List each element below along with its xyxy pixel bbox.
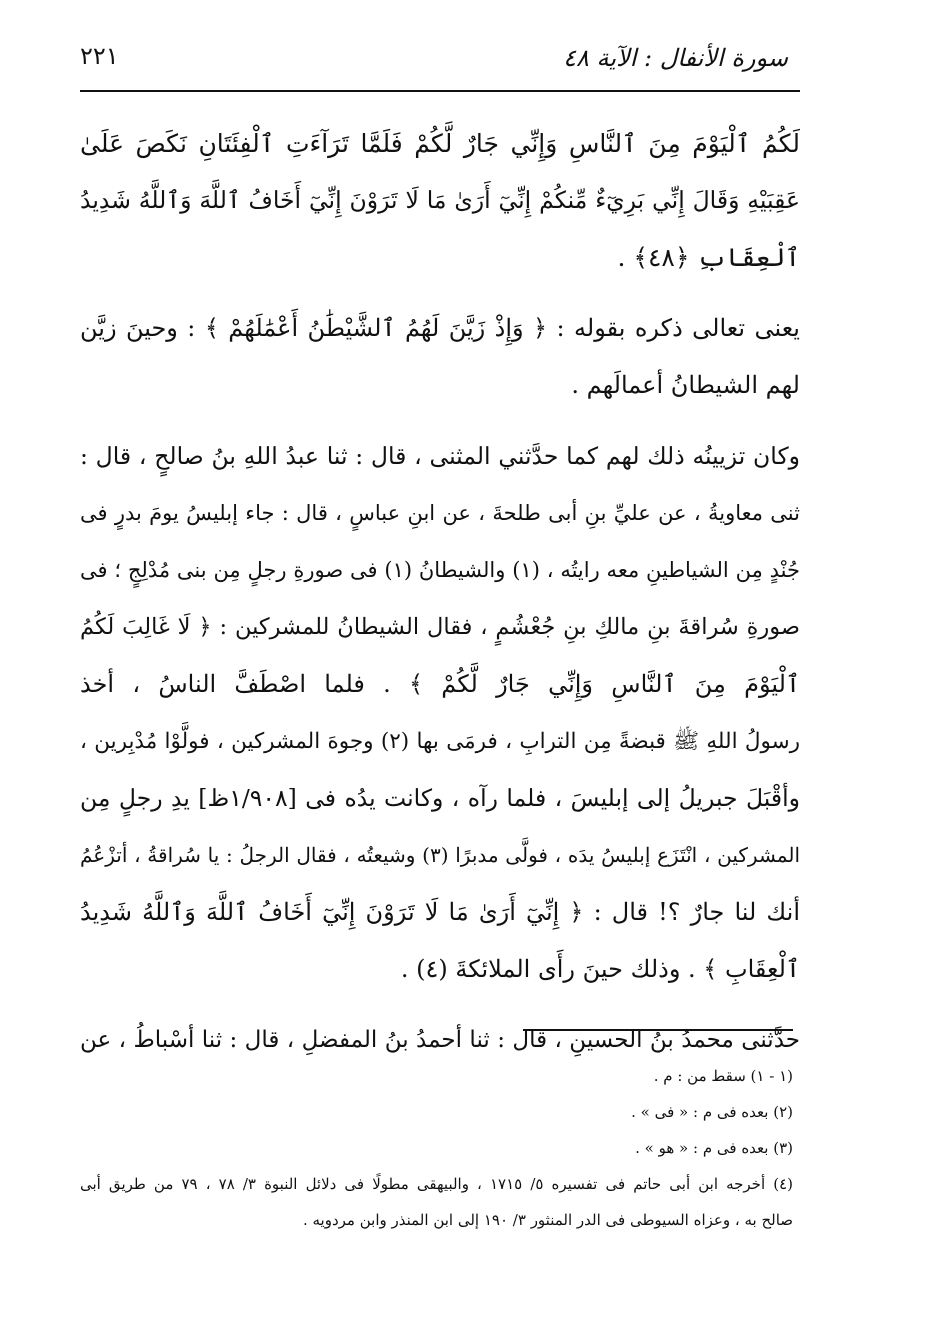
paragraph-gap — [80, 414, 800, 428]
paragraph-line: ٱلْيَوْمَ مِنَ ٱلنَّاسِ وَإِنِّي جَارٌ لَّكُمْ ﴾ . فلما اصْطَفَّ الناسُ ، أخذ — [80, 670, 800, 698]
paragraph-line: صورةِ سُراقةَ بنِ مالكِ بنِ جُعْشُمٍ ، فقال الشيطانُ للمشركين : ﴿ لَا غَالِبَ لَكُمُ — [80, 614, 800, 640]
page-header — [80, 36, 800, 86]
paragraph-line: حدَّثنى محمدُ بنُ الحسينِ ، قال : ثنا أحمدُ بنُ المفضلِ ، قال : ثنا أسْباطُ ، عن — [80, 1027, 800, 1053]
quran-verse-line: عَقِبَيْهِ وَقَالَ إِنِّي بَرِيٓءٌ مِّنكُمْ إِنِّيٓ أَرَىٰ مَا لَا تَرَوْنَ إِنِّيٓ أَخَافُ ٱللَّهَ وَٱللَّهُ شَدِيدُ — [80, 186, 800, 214]
paragraph-line: لهم الشيطانُ أعمالَهم . — [571, 371, 800, 399]
page-number: ٢٢١ — [80, 42, 119, 70]
paragraph-line: أنك لنا جارٌ ؟! قال : ﴿ إِنِّيٓ أَرَىٰ مَا لَا تَرَوْنَ إِنِّيٓ أَخَافُ ٱللَّهَ وَٱللَّهُ شَدِيدُ — [80, 898, 800, 926]
paragraph-line: رسولُ اللهِ ﷺ قبضةً مِن الترابِ ، فرمَى بها (٢) وجوهَ المشركين ، فولَّوْا مُدْبِرين ، — [80, 729, 800, 754]
paragraph-gap — [80, 286, 800, 300]
footnote: (٣) بعده فى م : « هو » . — [635, 1139, 793, 1157]
quran-verse-line: ٱلْعِقَابِ ﴿٤٨﴾ . — [617, 243, 800, 272]
paragraph-line: ثنى معاويةُ ، عن عليِّ بنِ أبى طلحةَ ، عن ابنِ عباسٍ ، قال : جاء إبليسُ يومَ بدرٍ فى — [80, 501, 800, 525]
footnote: (١ - ١) سقط من : م . — [653, 1067, 793, 1085]
paragraph-line: جُنْدٍ مِن الشياطينِ معه رايتُه ، (١) والشيطانُ (١) فى صورةِ رجلٍ مِن بنى مُدْلِجٍ ؛ فى — [80, 558, 800, 582]
paragraph-line: المشركين ، انْتَزَع إبليسُ يدَه ، فولَّى مدبرًا (٣) وشيعتُه ، فقال الرجلُ : يا سُراقةُ ، أتزْعُمُ — [80, 843, 800, 867]
paragraph-line: يعنى تعالى ذكره بقوله : ﴿ وَإِذْ زَيَّنَ لَهُمُ ٱلشَّيْطَٰنُ أَعْمَٰلَهُمْ ﴾ : وحينَ زيَّن — [80, 314, 800, 342]
page-body — [80, 115, 800, 1069]
quran-verse-line: لَكُمُ ٱلْيَوْمَ مِنَ ٱلنَّاسِ وَإِنِّي جَارٌ لَّكُمْ فَلَمَّا تَرَآءَتِ ٱلْفِئَتَانِ نَكَصَ عَلَىٰ — [80, 129, 800, 158]
footnote: (٢) بعده فى م : « فى » . — [631, 1103, 793, 1121]
paragraph-line: وكان تزيينُه ذلك لهم كما حدَّثني المثنى ، قال : ثنا عبدُ اللهِ بنُ صالحٍ ، قال : — [80, 442, 800, 470]
paragraph-line: وأقْبَلَ جبريلُ إلى إبليسَ ، فلما رآه ، وكانت يدُه فى [١/٩٠٨ظ] يدِ رجلٍ مِن — [80, 784, 800, 812]
footnote-divider — [523, 1029, 793, 1031]
paragraph-line: ٱلْعِقَابِ ﴾ . وذلك حينَ رأَى الملائكةَ (٤) . — [400, 955, 800, 983]
running-title: سورة الأنفال : الآية ٤٨ — [563, 44, 788, 72]
paragraph-gap — [80, 998, 800, 1012]
header-divider — [80, 90, 800, 92]
footnote: (٤) أخرجه ابن أبى حاتم فى تفسيره ٥/ ١٧١٥ ، والبيهقى مطولًا فى دلائل النبوة ٣/ ٧٨ ، ٧٩ من طريق أبى — [80, 1175, 793, 1193]
footnote: صالح به ، وعزاه السيوطى فى الدر المنثور ٣/ ١٩٠ إلى ابن المنذر وابن مردويه . — [302, 1211, 793, 1229]
footnotes — [80, 1058, 793, 1238]
